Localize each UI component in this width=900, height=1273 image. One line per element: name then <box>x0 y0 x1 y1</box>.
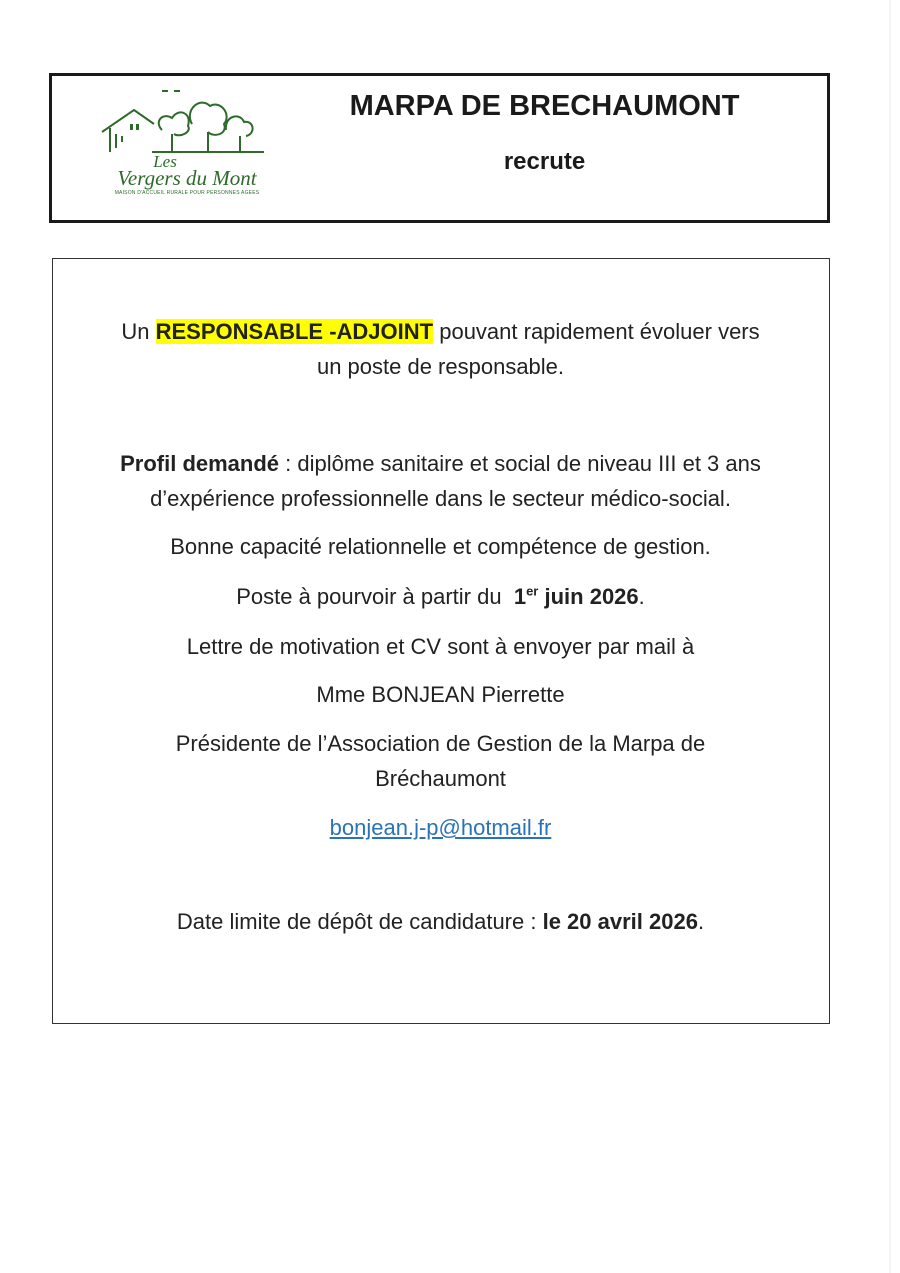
deadline-date: le 20 avril 2026 <box>542 909 698 934</box>
job-suffix-line2: un poste de responsable. <box>316 354 565 379</box>
logo-text-les: Les <box>153 152 177 171</box>
scan-edge-line <box>889 0 891 1273</box>
deadline-paragraph <box>53 904 828 939</box>
contact-email-link[interactable]: bonjean.j-p@hotmail.fr <box>329 815 552 840</box>
start-end: . <box>638 584 645 609</box>
start-month-year: juin 2026 <box>544 584 639 609</box>
page-subtitle: recrute <box>503 148 586 175</box>
job-title-paragraph <box>53 314 828 384</box>
profile-text-line1: : diplôme sanitaire et social de niveau III et 3 ans <box>285 451 761 476</box>
logo-caption: MAISON D'ACCUEIL RURALE POUR PERSONNES AGEES <box>114 190 260 196</box>
contact-name: Mme BONJEAN Pierrette <box>316 682 565 707</box>
page-title: MARPA DE BRECHAUMONT <box>349 90 740 122</box>
start-ordinal: er <box>526 583 539 599</box>
logo-house-trees-icon <box>92 90 282 160</box>
skills-paragraph: Bonne capacité relationnelle et compétence de gestion. <box>170 534 711 559</box>
organization-logo <box>92 90 282 200</box>
job-prefix: Un <box>121 319 150 344</box>
profile-label: Profil demandé <box>120 451 280 476</box>
contact-role <box>53 726 828 796</box>
profile-paragraph <box>53 446 828 516</box>
job-position: RESPONSABLE -ADJOINT <box>155 319 434 344</box>
profile-text-line2: d’expérience professionnelle dans le secteur médico-social. <box>150 486 731 511</box>
job-posting-box <box>52 258 830 1024</box>
deadline-end: . <box>697 909 705 934</box>
deadline-label: Date limite de dépôt de candidature : <box>176 909 537 934</box>
contact-role-line2: Bréchaumont <box>375 766 506 791</box>
start-day: 1 <box>513 584 527 609</box>
job-suffix-line1: pouvant rapidement évoluer vers <box>439 319 760 344</box>
contact-role-line1: Présidente de l’Association de Gestion de la Marpa de <box>175 731 706 756</box>
logo-text-vergers: Vergers du Mont <box>117 166 257 190</box>
start-date-paragraph <box>53 579 828 614</box>
application-line: Lettre de motivation et CV sont à envoyer par mail à <box>186 634 695 659</box>
header-box <box>49 73 830 223</box>
start-prefix: Poste à pourvoir à partir du <box>236 584 502 609</box>
email-row <box>53 810 828 845</box>
